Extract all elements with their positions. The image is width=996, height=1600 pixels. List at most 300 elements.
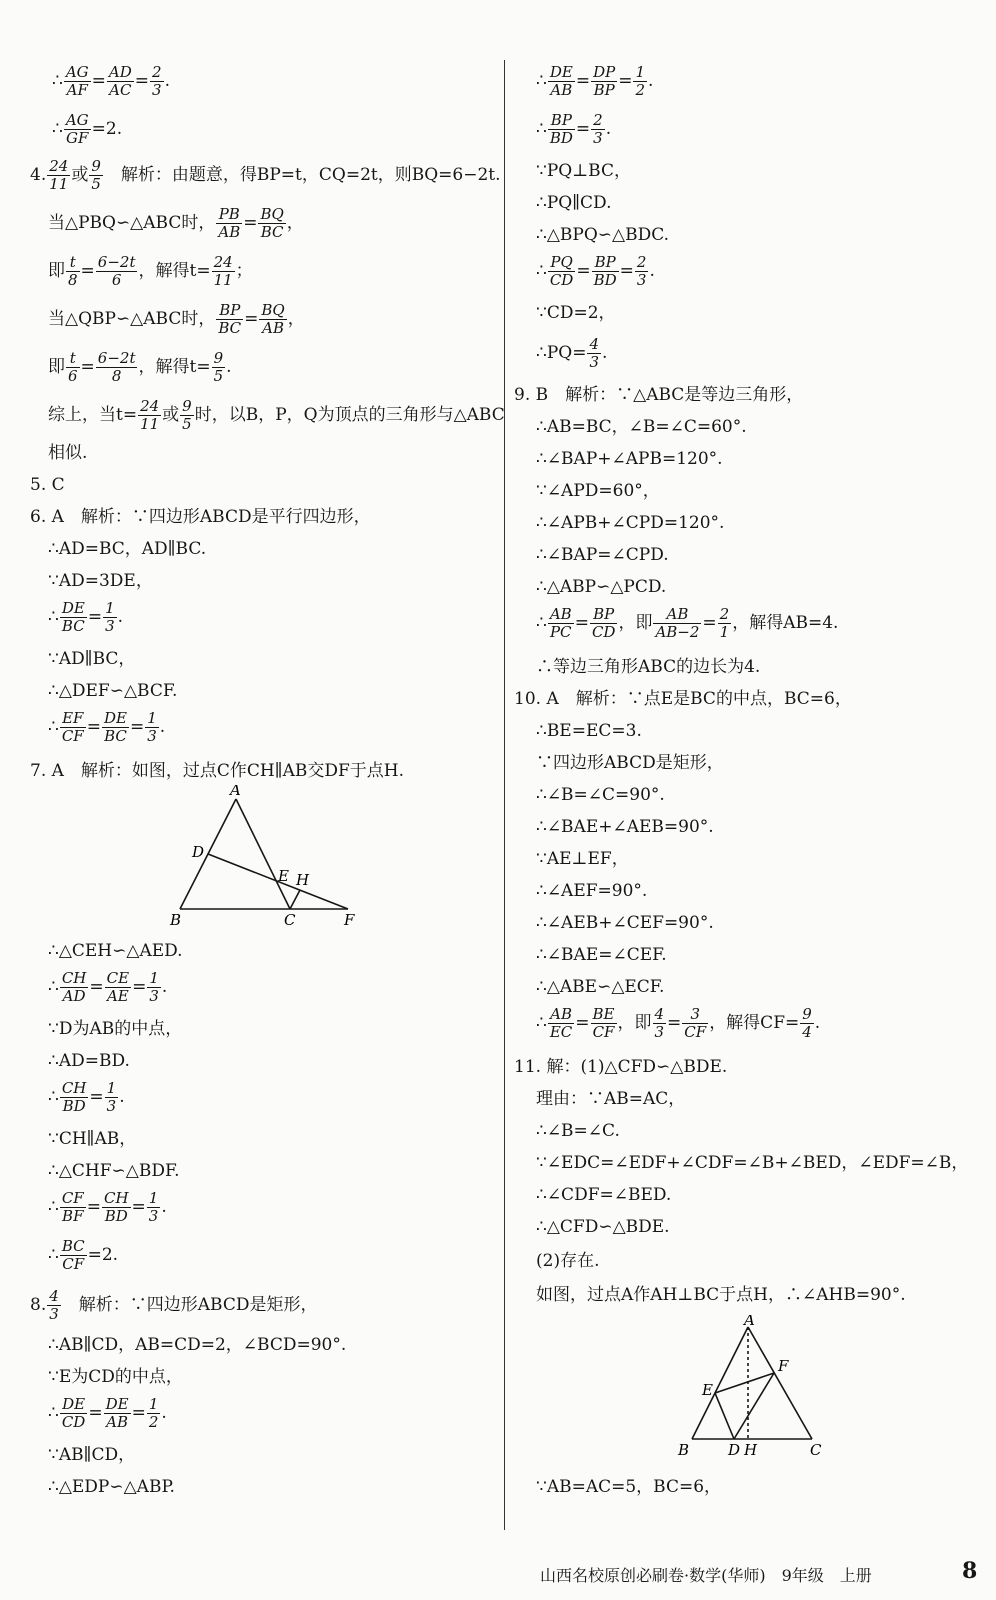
text-segment: ，解得CF= — [709, 1013, 800, 1033]
text-segment: = — [575, 119, 591, 139]
fraction-denominator: CF — [684, 1023, 707, 1041]
solution-line — [536, 336, 607, 371]
fig7-label: C — [284, 911, 296, 929]
fraction-denominator: 1 — [719, 623, 730, 641]
fraction — [587, 336, 601, 371]
text-segment: = — [87, 607, 103, 627]
text-segment: = — [89, 1087, 104, 1107]
fraction-denominator: BC — [104, 727, 127, 745]
fig11-label: F — [778, 1357, 789, 1375]
text-segment: . — [161, 1403, 167, 1423]
fraction-denominator: AD — [62, 987, 86, 1005]
fraction-numerator: DE — [61, 599, 85, 617]
text-segment: ， — [287, 309, 305, 329]
fraction-numerator: AB — [549, 605, 572, 623]
fraction-numerator: 1 — [635, 63, 645, 81]
solution-line — [48, 710, 165, 745]
fraction-numerator: 24 — [49, 157, 69, 175]
text-segment: = — [574, 613, 589, 633]
solution-line: 7. A 解析：如图，过点C作CH∥AB交DF于点H. — [30, 761, 405, 781]
solution-line — [48, 302, 305, 337]
fraction — [212, 350, 226, 385]
solution-line: ∵AD=3DE， — [48, 571, 153, 591]
solution-line: ∴∠APB+∠CPD=120°. — [536, 513, 725, 533]
fraction — [548, 254, 576, 289]
text-segment: ∴ — [52, 71, 63, 91]
text-segment: ∴ — [536, 613, 547, 633]
fraction-numerator: CH — [61, 1079, 87, 1097]
solution-line: ∵四边形ABCD是矩形， — [536, 753, 724, 773]
fraction — [591, 64, 617, 99]
text-segment: ∴ — [48, 1087, 59, 1107]
solution-line — [48, 398, 505, 433]
fraction — [548, 606, 574, 641]
fraction — [147, 1396, 161, 1431]
fraction — [145, 710, 159, 745]
solution-line: ∴△ABE∽△ECF. — [536, 977, 665, 997]
solution-line: ∴△DEF∽△BCF. — [48, 681, 178, 701]
fraction-numerator: 24 — [213, 253, 233, 271]
fraction-numerator: 9 — [802, 1005, 812, 1023]
fraction — [102, 710, 129, 745]
fraction-numerator: 4 — [654, 1005, 665, 1023]
text-segment: . — [164, 71, 170, 91]
fig7-line-AC — [236, 799, 290, 909]
text-segment: ∴ — [48, 1197, 59, 1217]
text-segment: = — [244, 309, 259, 329]
text-segment: = — [131, 1403, 146, 1423]
text-segment: ，解得t= — [138, 357, 211, 377]
fraction-numerator: BC — [61, 1237, 85, 1255]
solution-line: ∴∠CDF=∠BED. — [536, 1185, 672, 1205]
text-segment: ， — [286, 213, 304, 233]
fraction — [60, 1396, 88, 1431]
fraction-numerator: 1 — [105, 599, 115, 617]
solution-line — [30, 158, 501, 193]
fraction-numerator: CE — [106, 969, 130, 987]
fig11-line-FD — [734, 1373, 774, 1439]
text-segment: = — [575, 1013, 590, 1033]
text-segment: . — [647, 71, 654, 91]
fraction-denominator: BC — [218, 319, 242, 337]
text-segment: 当△QBP∽△ABC时， — [48, 309, 216, 329]
fig7-line-CH — [290, 890, 300, 909]
solution-line: ∵D为AB的中点， — [48, 1019, 183, 1039]
solution-line: ∴△ABP∽△PCD. — [536, 577, 667, 597]
fraction-denominator: BP — [593, 81, 615, 99]
fraction-denominator: AB — [262, 319, 284, 337]
text-segment: . — [814, 1013, 821, 1033]
text-segment: ∴ — [48, 977, 59, 997]
solution-line: ∵E为CD的中点， — [48, 1367, 183, 1387]
fraction-numerator: 6−2t — [97, 253, 136, 271]
fraction-denominator: PC — [549, 623, 572, 641]
fig7-label: A — [230, 785, 241, 799]
fraction-numerator: DP — [593, 63, 616, 81]
solution-line: 相似. — [48, 443, 88, 463]
fraction — [147, 970, 161, 1005]
text-segment: . — [605, 119, 612, 139]
solution-line — [48, 1396, 167, 1431]
fig11-line-AB — [692, 1327, 748, 1439]
fraction-denominator: 11 — [49, 175, 69, 193]
fraction-denominator: AB — [106, 1413, 129, 1431]
fraction-numerator: 1 — [148, 1395, 159, 1413]
fraction-numerator: BP — [216, 302, 243, 320]
fraction-numerator: 1 — [106, 1079, 117, 1097]
fraction-numerator: CH — [61, 969, 87, 987]
fraction — [548, 1006, 574, 1041]
column-divider — [504, 60, 505, 1530]
fraction — [47, 158, 70, 193]
solution-line — [48, 254, 253, 289]
fraction — [96, 350, 138, 385]
fraction-denominator: AC — [109, 81, 132, 99]
fraction — [682, 1006, 708, 1041]
text-segment: = — [80, 261, 95, 281]
fraction-denominator: 11 — [140, 415, 160, 433]
fraction-numerator: DE — [549, 63, 573, 81]
solution-line: ∵AB∥CD， — [48, 1445, 136, 1465]
solution-line: ∴△CEH∽△AED. — [48, 941, 183, 961]
fig11-line-AC — [748, 1327, 812, 1439]
fraction — [104, 1396, 131, 1431]
solution-line: ∴AB=BC，∠B=∠C=60°. — [536, 417, 747, 437]
fraction-denominator: 3 — [105, 617, 115, 635]
fraction-denominator: 3 — [49, 1305, 59, 1323]
fraction-denominator: BC — [61, 617, 85, 635]
text-segment: 8. — [30, 1295, 47, 1315]
solution-line: 6. A 解析：∵四边形ABCD是平行四边形， — [30, 507, 371, 527]
fraction-denominator: 5 — [91, 175, 101, 193]
solution-line: ∵∠EDC=∠EDF+∠CDF=∠B+∠BED，∠EDF=∠B， — [536, 1153, 969, 1173]
fraction-numerator: 2 — [593, 111, 603, 129]
fraction-denominator: 5 — [182, 415, 192, 433]
fraction-denominator: BD — [593, 271, 617, 289]
fraction — [591, 112, 605, 147]
fraction — [718, 606, 732, 641]
solution-line: ∴△CHF∽△BDF. — [48, 1161, 180, 1181]
fraction-numerator: t — [66, 350, 80, 368]
fraction — [60, 1080, 89, 1115]
fraction — [60, 970, 89, 1005]
fraction — [592, 254, 619, 289]
fraction — [653, 606, 701, 641]
text-segment: 即 — [48, 357, 65, 377]
text-segment: . — [159, 717, 166, 737]
fraction-denominator: CD — [61, 1413, 86, 1431]
solution-line — [48, 600, 123, 635]
fraction-numerator: EF — [60, 710, 86, 728]
fraction-denominator: 3 — [654, 1023, 665, 1041]
text-segment: . — [226, 357, 232, 377]
solution-line: ∵CH∥AB， — [48, 1129, 137, 1149]
text-segment: =2. — [87, 1245, 119, 1265]
figure-problem-7 — [160, 785, 370, 930]
fraction — [66, 350, 80, 385]
fraction-numerator: AG — [65, 111, 89, 129]
fraction-denominator: 8 — [111, 367, 122, 385]
fraction-denominator: AF — [66, 81, 88, 99]
solution-line: ∴△EDP∽△ABP. — [48, 1477, 175, 1497]
fraction-denominator: 3 — [148, 1207, 159, 1225]
fraction — [212, 254, 235, 289]
page-footer: 山西名校原创必刷卷·数学(华师) 9年级 上册 — [540, 1566, 872, 1585]
fraction-numerator: AB — [548, 1006, 574, 1024]
text-segment: . — [601, 343, 608, 363]
fraction-numerator: DE — [60, 1396, 88, 1414]
fraction-denominator: 3 — [149, 987, 159, 1005]
fraction-numerator: BQ — [261, 301, 285, 319]
text-segment: . — [161, 1197, 167, 1217]
fraction — [96, 254, 138, 289]
fraction-denominator: 4 — [802, 1023, 812, 1041]
text-segment: = — [86, 717, 101, 737]
fig11-label: D — [728, 1441, 741, 1459]
fraction-numerator: BE — [592, 1005, 615, 1023]
text-segment: ∴ — [48, 1245, 59, 1265]
text-segment: . — [119, 1087, 125, 1107]
solution-line: ∴△BPQ∽△BDC. — [536, 225, 670, 245]
fraction-numerator: AB — [653, 606, 701, 624]
fraction-denominator: 5 — [213, 367, 224, 385]
text-segment: = — [618, 71, 633, 91]
fraction-denominator: 11 — [213, 271, 233, 289]
fraction-numerator: 2 — [636, 253, 647, 271]
text-segment: ∴ — [536, 1013, 547, 1033]
fig7-label: E — [278, 867, 289, 885]
fraction-numerator: CH — [103, 1189, 129, 1207]
text-segment: = — [91, 71, 106, 91]
fraction-numerator: 4 — [49, 1287, 59, 1305]
solution-line: ∴AD=BD. — [48, 1051, 130, 1071]
text-segment: ，解得AB=4. — [732, 613, 839, 633]
text-segment: ∴ — [48, 1403, 59, 1423]
fraction — [258, 206, 285, 241]
fraction-numerator: PB — [216, 206, 242, 224]
solution-line — [536, 1006, 820, 1041]
fraction-denominator: 2 — [635, 81, 645, 99]
fraction-numerator: PQ — [548, 254, 576, 272]
fraction — [147, 1190, 161, 1225]
text-segment: 当△PBQ∽△ABC时， — [48, 213, 216, 233]
fraction — [66, 254, 80, 289]
solution-line: ∴∠BAP=∠CPD. — [536, 545, 669, 565]
fraction-numerator: DE — [103, 709, 127, 727]
text-segment: 4. — [30, 165, 47, 185]
text-segment: ∴ — [536, 261, 547, 281]
text-segment: 即 — [48, 261, 65, 281]
text-segment: ∴ — [536, 119, 547, 139]
fraction-numerator: t — [66, 254, 80, 272]
fraction-numerator: 9 — [91, 157, 101, 175]
solution-line — [30, 1288, 318, 1323]
fraction — [64, 64, 91, 99]
fraction-denominator: 3 — [152, 81, 162, 99]
text-segment: ，即 — [617, 1013, 652, 1033]
text-segment: ，即 — [618, 613, 653, 633]
fraction-denominator: AE — [106, 987, 129, 1005]
text-segment: ∴ — [536, 71, 547, 91]
fraction-numerator: BP — [590, 606, 618, 624]
fraction — [635, 254, 649, 289]
text-segment: = — [667, 1013, 682, 1033]
fraction-denominator: 3 — [593, 129, 603, 147]
fig11-label: A — [744, 1315, 755, 1329]
solution-line: ∴AD=BC，AD∥BC. — [48, 539, 207, 559]
solution-line: 11. 解：(1)△CFD∽△BDE. — [514, 1057, 728, 1077]
fraction-denominator: BD — [549, 129, 573, 147]
fig7-label: B — [170, 911, 182, 929]
text-segment: =2. — [91, 119, 123, 139]
text-segment: . — [117, 607, 124, 627]
fig7-label: D — [192, 843, 205, 861]
fraction-denominator: BD — [62, 1097, 86, 1115]
fraction — [103, 600, 117, 635]
text-segment: = — [80, 357, 95, 377]
text-segment: ； — [235, 261, 253, 281]
fraction — [800, 1006, 814, 1041]
fraction-denominator: BC — [260, 223, 284, 241]
solution-line — [536, 64, 653, 99]
text-segment: . — [161, 977, 168, 997]
solution-line — [536, 112, 611, 147]
solution-line: 10. A 解析：∵点E是BC的中点，BC=6， — [514, 689, 852, 709]
text-segment: = — [131, 1197, 146, 1217]
fraction-denominator: AB−2 — [655, 623, 700, 641]
fig11-label: E — [702, 1381, 713, 1399]
fraction — [102, 1190, 131, 1225]
fraction-denominator: CF — [592, 1023, 615, 1041]
fraction-denominator: CD — [549, 271, 574, 289]
fraction-denominator: BD — [104, 1207, 128, 1225]
fraction-numerator: CF — [61, 1189, 84, 1207]
fraction-denominator: AB — [218, 223, 241, 241]
solution-line: 理由：∵AB=AC， — [536, 1089, 686, 1109]
solution-line: ∴BE=EC=3. — [536, 721, 642, 741]
solution-line: ∵PQ⊥BC， — [536, 161, 631, 181]
text-segment: ∴ — [48, 607, 59, 627]
solution-line — [48, 206, 304, 241]
solution-line: ∵CD=2， — [536, 303, 616, 323]
fraction-numerator: 9 — [182, 397, 192, 415]
fraction — [64, 112, 91, 147]
text-segment: 或 — [162, 405, 180, 425]
solution-line: ∴∠B=∠C. — [536, 1121, 620, 1141]
fraction — [105, 1080, 119, 1115]
fraction-numerator: 2 — [152, 63, 162, 81]
fraction — [590, 606, 618, 641]
fig7-label: H — [296, 871, 310, 889]
figure-problem-11 — [672, 1315, 832, 1465]
text-segment: . — [649, 261, 655, 281]
solution-line: 9. B 解析：∵△ABC是等边三角形， — [514, 385, 804, 405]
solution-line — [48, 970, 167, 1005]
fraction — [60, 710, 86, 745]
text-segment: = — [575, 71, 591, 91]
text-segment: = — [88, 1403, 103, 1423]
solution-line — [48, 350, 232, 385]
text-segment: = — [134, 71, 150, 91]
fig11-label: B — [678, 1441, 690, 1459]
solution-line — [48, 1238, 118, 1273]
text-segment: 解析：由题意，得BP=t，CQ=2t，则BQ=6−2t. — [103, 165, 501, 185]
text-segment: 综上，当t= — [48, 405, 138, 425]
fraction-numerator: 2 — [719, 605, 730, 623]
fraction — [89, 158, 103, 193]
text-segment: = — [576, 261, 591, 281]
solution-line: ∴等边三角形ABC的边长为4. — [536, 657, 761, 677]
text-segment: 时，以B，P，Q为顶点的三角形与△ABC — [194, 405, 505, 425]
solution-line: ∵AD∥BC， — [48, 649, 136, 669]
fraction — [259, 302, 286, 337]
text-segment: = — [129, 717, 145, 737]
fraction-numerator: 1 — [149, 969, 159, 987]
fraction — [60, 600, 87, 635]
solution-line — [48, 1080, 125, 1115]
text-segment: = — [132, 977, 147, 997]
fraction-denominator: CF — [61, 727, 84, 745]
fraction-numerator: AD — [108, 63, 132, 81]
fraction — [60, 1190, 86, 1225]
fig7-label: F — [344, 911, 355, 929]
solution-line: ∴△CFD∽△BDE. — [536, 1217, 670, 1237]
solution-line: (2)存在. — [536, 1251, 600, 1271]
solution-line: ∵AB=AC=5，BC=6， — [536, 1477, 722, 1497]
solution-line — [536, 254, 655, 289]
text-segment: = — [89, 977, 104, 997]
fraction-denominator: 2 — [148, 1413, 159, 1431]
fraction — [548, 112, 575, 147]
fraction — [633, 64, 647, 99]
text-segment: = — [619, 261, 634, 281]
fraction-numerator: 6−2t — [97, 349, 136, 367]
fraction — [216, 302, 243, 337]
fraction — [150, 64, 164, 99]
fraction-denominator: BF — [62, 1207, 84, 1225]
fraction-denominator: 3 — [147, 727, 157, 745]
solution-line: ∴AB∥CD，AB=CD=2，∠BCD=90°. — [48, 1335, 347, 1355]
text-segment: ∴PQ= — [536, 343, 587, 363]
fraction-numerator: 4 — [589, 335, 599, 353]
fraction — [60, 1238, 87, 1273]
fig11-label: C — [810, 1441, 822, 1459]
fraction — [180, 398, 194, 433]
solution-line: ∴∠BAE+∠AEB=90°. — [536, 817, 714, 837]
text-segment: = — [702, 613, 717, 633]
fraction-denominator: GF — [66, 129, 89, 147]
solution-line — [52, 112, 122, 147]
solution-line: ∴PQ∥CD. — [536, 193, 612, 213]
fraction-numerator: BQ — [260, 205, 284, 223]
fraction-denominator: EC — [549, 1023, 573, 1041]
text-segment: ，解得t= — [138, 261, 211, 281]
fraction-denominator: 8 — [68, 271, 78, 289]
fraction-denominator: 3 — [589, 353, 599, 371]
fraction — [105, 970, 131, 1005]
solution-line: 5. C — [30, 475, 65, 495]
fraction-denominator: 3 — [106, 1097, 117, 1115]
solution-line: ∵∠APD=60°， — [536, 481, 660, 501]
solution-line — [536, 606, 838, 641]
solution-line: ∴∠AEB+∠CEF=90°. — [536, 913, 714, 933]
fraction — [548, 64, 575, 99]
solution-line: ∴∠BAE=∠CEF. — [536, 945, 667, 965]
fig11-label: H — [744, 1441, 758, 1459]
fraction-denominator: CF — [62, 1255, 85, 1273]
fraction-numerator: 1 — [147, 709, 157, 727]
text-segment: 或 — [71, 165, 89, 185]
